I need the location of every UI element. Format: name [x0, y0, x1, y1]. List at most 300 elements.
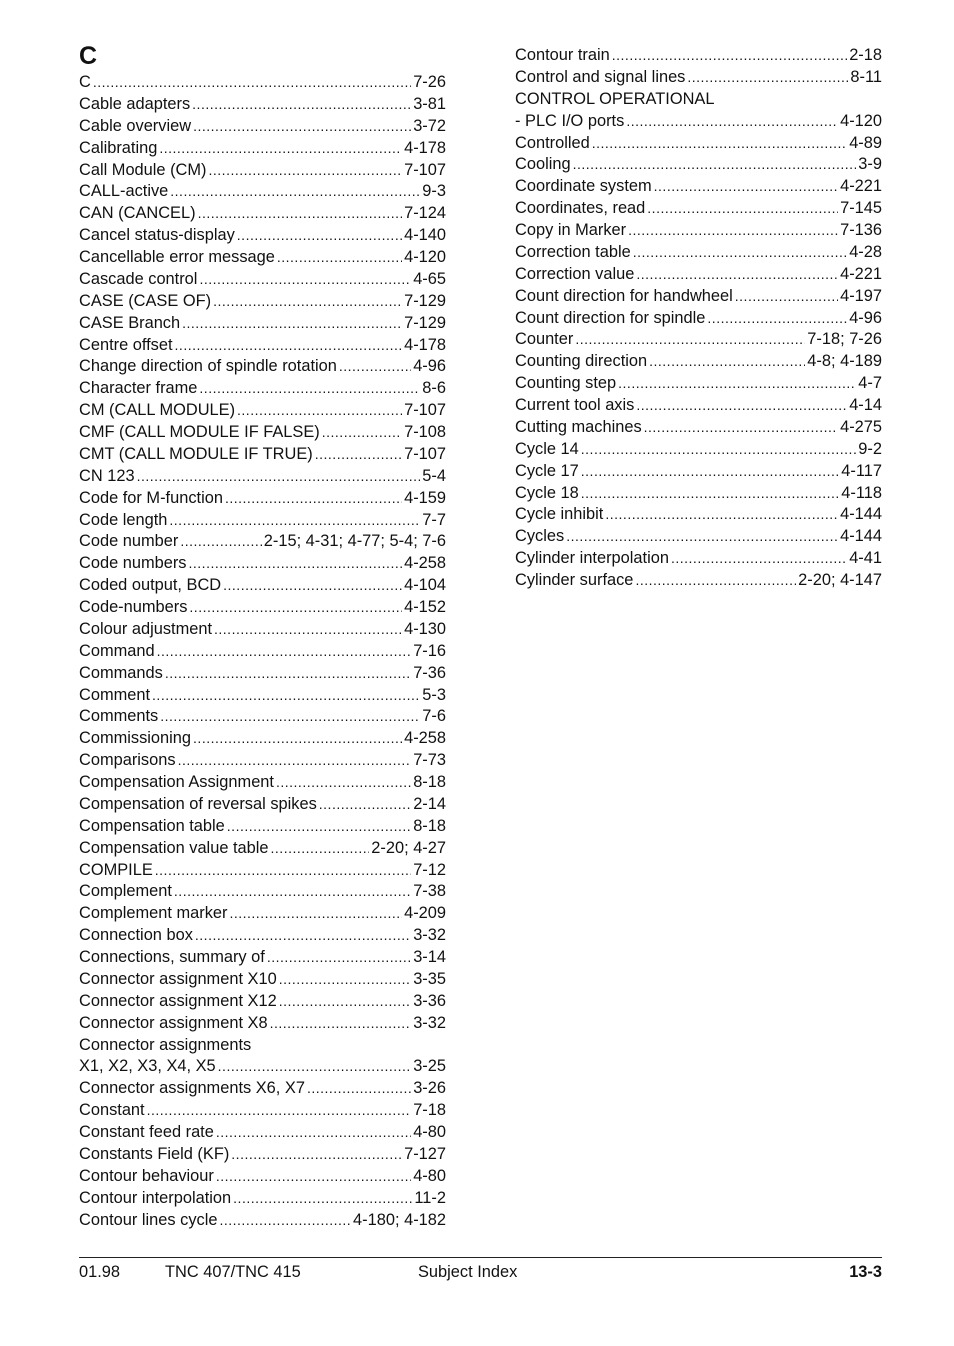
- index-page-ref: 8-6: [422, 379, 446, 398]
- index-term: CALL-active: [79, 182, 169, 201]
- index-page-ref: 3-25: [413, 1057, 446, 1076]
- index-term: Cycle 17: [515, 461, 579, 480]
- index-entry: [79, 641, 446, 663]
- index-term: CAN (CANCEL): [79, 204, 196, 223]
- dot-leader: [152, 685, 420, 707]
- index-page-ref: 7-6: [422, 707, 446, 726]
- index-entry: [79, 510, 446, 532]
- dot-leader: [216, 1166, 411, 1188]
- index-page-ref: 4-80: [413, 1166, 446, 1185]
- index-entry: [79, 138, 446, 160]
- index-term: Code for M-function: [79, 488, 223, 507]
- dot-leader: [687, 67, 848, 89]
- index-entry: [515, 461, 882, 483]
- index-term: Copy in Marker: [515, 221, 627, 239]
- index-entry: [79, 378, 446, 400]
- index-page-ref: 4-41: [849, 549, 882, 568]
- index-term: Character frame: [79, 379, 198, 398]
- footer-date: 01.98: [79, 1263, 121, 1281]
- index-entry: [79, 903, 446, 925]
- dot-leader: [566, 526, 838, 548]
- index-page-ref: 7-18: [413, 1101, 446, 1120]
- index-page-ref: 7-129: [404, 291, 446, 310]
- index-term: Cylinder surface: [515, 571, 634, 589]
- index-entry: [79, 116, 446, 138]
- index-page-ref: 4-275: [840, 417, 882, 436]
- index-page-ref: 4-144: [840, 527, 882, 546]
- dot-leader: [199, 269, 411, 291]
- dot-leader: [647, 198, 838, 220]
- dot-leader: [636, 395, 847, 417]
- index-term: Contour train: [515, 46, 610, 64]
- index-term: Commissioning: [79, 729, 192, 748]
- dot-leader: [605, 504, 838, 526]
- index-term: Cable overview: [79, 116, 192, 135]
- index-page-ref: 4-65: [413, 269, 446, 288]
- index-entry: [79, 1188, 446, 1210]
- index-entry: [515, 198, 882, 220]
- index-entry: [79, 1166, 446, 1188]
- index-page-ref: 2-15; 4-31; 4-77; 5-4; 7-6: [263, 532, 446, 551]
- dot-leader: [209, 160, 403, 182]
- index-entry: [79, 969, 446, 991]
- dot-leader: [319, 794, 411, 816]
- index-term: Cycle 18: [515, 483, 579, 502]
- index-page-ref: 4-104: [404, 576, 446, 595]
- index-term: Count direction for spindle: [515, 308, 706, 327]
- index-term: CASE (CASE OF): [79, 291, 212, 310]
- dot-leader: [227, 816, 411, 838]
- index-entry: [79, 1122, 446, 1144]
- dot-leader: [581, 439, 857, 461]
- index-entry: [79, 597, 446, 619]
- index-entry: [79, 1210, 446, 1232]
- dot-leader: [157, 641, 412, 663]
- dot-leader: [635, 570, 796, 592]
- dot-leader: [182, 313, 402, 335]
- index-entry: [79, 706, 446, 728]
- dot-leader: [307, 1078, 411, 1100]
- index-entry: [79, 1035, 446, 1057]
- index-page-ref: 4-159: [404, 488, 446, 507]
- dot-leader: [218, 1056, 412, 1078]
- index-entry: [515, 570, 882, 592]
- index-entry: [79, 1100, 446, 1122]
- index-term: Comment: [79, 685, 151, 704]
- index-entry: [79, 881, 446, 903]
- index-page-ref: 4-96: [849, 308, 882, 327]
- index-entry: [515, 308, 882, 330]
- index-entry: [515, 133, 882, 155]
- index-term: Connector assignments: [79, 1035, 252, 1054]
- index-term: Contour interpolation: [79, 1188, 232, 1207]
- index-column-left: [79, 72, 446, 1231]
- index-page-ref: 3-72: [413, 116, 446, 135]
- index-page-ref: 7-108: [404, 423, 446, 441]
- index-term: Control and signal lines: [515, 67, 686, 86]
- index-page-ref: 4-144: [840, 505, 882, 524]
- index-entry: [79, 925, 446, 947]
- index-entry: [79, 356, 446, 378]
- index-term: Code length: [79, 510, 168, 529]
- dot-leader: [267, 947, 411, 969]
- index-entry: [515, 45, 882, 67]
- dot-leader: [192, 94, 411, 116]
- dot-leader: [618, 373, 856, 395]
- index-page-ref: 4-28: [849, 242, 882, 261]
- index-entry: [515, 176, 882, 198]
- dot-leader: [279, 991, 411, 1013]
- index-entry: [79, 947, 446, 969]
- index-page-ref: 4-209: [404, 904, 446, 923]
- index-page-ref: 4-8; 4-189: [807, 352, 882, 371]
- index-term: Current tool axis: [515, 396, 635, 414]
- index-entry: [79, 991, 446, 1013]
- index-entry: [79, 181, 446, 203]
- index-page-ref: 4-7: [858, 374, 882, 393]
- dot-leader: [339, 356, 411, 378]
- index-entry: [79, 313, 446, 335]
- index-entry: [515, 89, 882, 111]
- dot-leader: [575, 329, 805, 351]
- index-entry: [79, 1056, 446, 1078]
- index-term: CMT (CALL MODULE IF TRUE): [79, 444, 313, 463]
- dot-leader: [628, 220, 838, 242]
- index-page-ref: 7-127: [404, 1144, 446, 1163]
- index-term: Connector assignment X8: [79, 1013, 268, 1032]
- index-page-ref: 9-2: [858, 439, 882, 458]
- index-entry: [515, 439, 882, 461]
- dot-leader: [169, 510, 420, 532]
- index-page-ref: 4-96: [413, 357, 446, 376]
- index-entry: [515, 286, 882, 308]
- index-page-ref: 3-26: [413, 1079, 446, 1098]
- dot-leader: [160, 706, 420, 728]
- dot-leader: [159, 138, 402, 160]
- dot-leader: [175, 335, 403, 357]
- dot-leader: [644, 417, 838, 439]
- index-term: Cascade control: [79, 269, 198, 288]
- index-page-ref: 3-14: [413, 948, 446, 966]
- dot-leader: [219, 1210, 351, 1232]
- dot-leader: [174, 881, 411, 903]
- index-page-ref: 3-81: [413, 94, 446, 113]
- index-term: Constant feed rate: [79, 1123, 214, 1141]
- index-page-ref: 4-140: [404, 226, 446, 245]
- dot-leader: [195, 925, 411, 947]
- index-page-ref: 3-36: [413, 991, 446, 1010]
- dot-leader: [315, 444, 402, 466]
- index-page-ref: 7-36: [413, 663, 446, 682]
- dot-leader: [573, 154, 857, 176]
- index-term: C: [79, 73, 91, 91]
- dot-leader: [581, 461, 840, 483]
- index-entry: [515, 67, 882, 89]
- dot-leader: [636, 264, 838, 286]
- index-page-ref: 4-152: [404, 598, 446, 616]
- index-entry: [79, 619, 446, 641]
- index-term: Centre offset: [79, 335, 173, 354]
- index-term: Cycle 14: [515, 439, 579, 458]
- dot-leader: [237, 225, 402, 247]
- index-term: Connector assignment X10: [79, 969, 277, 988]
- dot-leader: [213, 291, 402, 313]
- dot-leader: [592, 133, 847, 155]
- index-entry: [79, 816, 446, 838]
- dot-leader: [193, 116, 411, 138]
- index-term: Counting direction: [515, 352, 648, 371]
- index-page-ref: 3-35: [413, 969, 446, 988]
- index-entry: [515, 154, 882, 176]
- dot-leader: [233, 1188, 412, 1210]
- index-page-ref: 4-221: [840, 177, 882, 196]
- index-term: Contour lines cycle: [79, 1210, 218, 1229]
- index-page-ref: 3-32: [413, 926, 446, 945]
- index-page-ref: 4-178: [404, 335, 446, 354]
- index-term: Commands: [79, 663, 163, 682]
- index-entry: [79, 1013, 446, 1035]
- index-page-ref: 7-16: [413, 641, 446, 660]
- index-term: Colour adjustment: [79, 619, 213, 638]
- index-term: Compensation of reversal spikes: [79, 794, 317, 813]
- index-term: Connector assignments X6, X7: [79, 1079, 305, 1098]
- index-page-ref: 7-38: [413, 882, 446, 901]
- index-entry: [79, 575, 446, 597]
- index-term: Cooling: [515, 155, 571, 174]
- index-term: Compensation Assignment: [79, 773, 274, 791]
- index-entry: [515, 395, 882, 417]
- index-term: Change direction of spindle rotation: [79, 357, 337, 376]
- index-entry: [79, 269, 446, 291]
- dot-leader: [271, 838, 370, 860]
- index-page-ref: 9-3: [422, 182, 446, 201]
- dot-leader: [276, 772, 411, 794]
- dot-leader: [216, 1122, 411, 1144]
- index-entry: [79, 1078, 446, 1100]
- index-term: Compensation value table: [79, 838, 269, 857]
- index-page-ref: 7-136: [840, 221, 882, 239]
- footer-section: Subject Index: [418, 1263, 518, 1281]
- index-page-ref: 4-258: [404, 554, 446, 573]
- index-page-ref: 2-18: [849, 46, 882, 64]
- index-term: Counting step: [515, 374, 617, 393]
- index-page-ref: 7-129: [404, 313, 446, 332]
- dot-leader: [170, 181, 420, 203]
- index-page-ref: 2-14: [413, 794, 446, 813]
- index-term: Command: [79, 641, 155, 660]
- index-entry: [79, 838, 446, 860]
- index-entry: [79, 203, 446, 225]
- index-page-ref: 4-178: [404, 138, 446, 157]
- index-term: Cable adapters: [79, 94, 191, 113]
- index-entry: [79, 291, 446, 313]
- index-term: Cancel status-display: [79, 226, 235, 245]
- index-entry: [79, 772, 446, 794]
- index-term: X1, X2, X3, X4, X5: [79, 1057, 216, 1076]
- dot-leader: [189, 553, 403, 575]
- index-term: Connector assignment X12: [79, 991, 277, 1010]
- index-page-ref: 4-120: [404, 248, 446, 266]
- index-page-ref: 2-20; 4-27: [371, 838, 446, 857]
- index-page-ref: 7-73: [413, 751, 446, 770]
- index-page-ref: 7-18; 7-26: [807, 330, 882, 349]
- index-page-ref: 11-2: [414, 1188, 446, 1207]
- index-entry: [515, 329, 882, 351]
- index-term: Constants Field (KF): [79, 1144, 230, 1163]
- index-page-ref: 4-89: [849, 133, 882, 152]
- index-column-right: [515, 45, 882, 592]
- index-entry: [79, 531, 446, 553]
- dot-leader: [626, 111, 838, 133]
- index-entry: [79, 1144, 446, 1166]
- index-page-ref: 7-145: [840, 199, 882, 218]
- index-page-ref: 7-12: [413, 860, 446, 879]
- index-page-ref: 4-118: [841, 483, 882, 502]
- index-page-ref: 4-117: [841, 461, 882, 480]
- index-entry: [79, 247, 446, 269]
- dot-leader: [229, 903, 402, 925]
- index-entry: [79, 860, 446, 882]
- footer-page-number: 13-3: [849, 1263, 882, 1281]
- dot-leader: [198, 203, 403, 225]
- index-term: Count direction for handwheel: [515, 286, 733, 305]
- index-term: Comparisons: [79, 751, 176, 770]
- index-page-ref: 4-14: [849, 396, 882, 414]
- dot-leader: [147, 1100, 412, 1122]
- footer-divider: [79, 1257, 882, 1258]
- index-page-ref: 3-32: [413, 1013, 446, 1032]
- dot-leader: [612, 45, 847, 67]
- dot-leader: [231, 1144, 402, 1166]
- index-entry: [79, 488, 446, 510]
- dot-leader: [93, 72, 411, 94]
- index-term: Correction table: [515, 242, 631, 261]
- index-entry: [79, 335, 446, 357]
- index-entry: [79, 663, 446, 685]
- index-term: Cancellable error message: [79, 248, 275, 266]
- index-entry: [79, 225, 446, 247]
- index-page-ref: 3-9: [858, 155, 882, 174]
- dot-leader: [649, 351, 805, 373]
- index-page-ref: 8-11: [850, 67, 882, 86]
- dot-leader: [237, 400, 402, 422]
- index-term: Coordinates, read: [515, 199, 646, 218]
- index-term: Counter: [515, 330, 574, 349]
- dot-leader: [225, 488, 402, 510]
- index-page-ref: 7-124: [404, 204, 446, 223]
- index-page-ref: 8-18: [413, 773, 446, 791]
- dot-leader: [223, 575, 402, 597]
- index-term: Correction value: [515, 264, 635, 283]
- section-letter: C: [79, 42, 98, 70]
- index-term: Code number: [79, 532, 179, 551]
- index-term: Cutting machines: [515, 417, 642, 436]
- index-page-ref: 5-3: [422, 685, 446, 704]
- index-page-ref: 4-258: [404, 729, 446, 748]
- index-entry: [79, 553, 446, 575]
- index-term: Call Module (CM): [79, 160, 207, 179]
- index-term: Connection box: [79, 926, 193, 945]
- index-entry: [79, 750, 446, 772]
- index-entry: [79, 94, 446, 116]
- index-entry: [515, 417, 882, 439]
- index-page-ref: 7-26: [413, 73, 446, 91]
- dot-leader: [671, 548, 847, 570]
- index-entry: [515, 483, 882, 505]
- index-term: CMF (CALL MODULE IF FALSE): [79, 423, 320, 441]
- footer-model: TNC 407/TNC 415: [165, 1263, 301, 1281]
- index-term: Connections, summary of: [79, 948, 265, 966]
- index-term: Code-numbers: [79, 598, 188, 616]
- index-entry: [515, 111, 882, 133]
- dot-leader: [193, 728, 402, 750]
- index-page-ref: 4-80: [413, 1123, 446, 1141]
- index-entry: [79, 728, 446, 750]
- dot-leader: [707, 308, 847, 330]
- index-term: CONTROL OPERATIONAL: [515, 89, 715, 108]
- index-term: Controlled: [515, 133, 590, 152]
- index-term: Code numbers: [79, 554, 187, 573]
- index-page-ref: 7-107: [404, 401, 446, 420]
- dot-leader: [322, 422, 402, 444]
- index-term: CM (CALL MODULE): [79, 401, 236, 420]
- index-term: Complement marker: [79, 904, 228, 923]
- index-term: COMPILE: [79, 860, 153, 879]
- dot-leader: [165, 663, 411, 685]
- index-term: Complement: [79, 882, 172, 901]
- index-entry: [79, 160, 446, 182]
- index-term: CASE Branch: [79, 313, 181, 332]
- index-entry: [79, 685, 446, 707]
- index-term: Contour behaviour: [79, 1166, 214, 1185]
- index-page-ref: 4-221: [840, 264, 882, 283]
- index-term: Cylinder interpolation: [515, 549, 669, 568]
- index-entry: [515, 373, 882, 395]
- index-entry: [79, 422, 446, 444]
- index-term: Compensation table: [79, 816, 225, 835]
- dot-leader: [277, 247, 402, 269]
- dot-leader: [178, 750, 412, 772]
- index-entry: [79, 400, 446, 422]
- index-term: Comments: [79, 707, 159, 726]
- dot-leader: [633, 242, 847, 264]
- index-page-ref: 4-180; 4-182: [353, 1210, 446, 1229]
- index-page-ref: 4-120: [840, 111, 882, 130]
- dot-leader: [279, 969, 411, 991]
- index-entry: [515, 220, 882, 242]
- index-entry: [515, 264, 882, 286]
- index-page-ref: 4-130: [404, 619, 446, 638]
- index-term: Coded output, BCD: [79, 576, 222, 595]
- index-page-ref: 4-197: [840, 286, 882, 305]
- index-page-ref: 7-7: [422, 510, 446, 529]
- index-term: Cycles: [515, 527, 565, 546]
- index-entry: [515, 526, 882, 548]
- dot-leader: [155, 860, 411, 882]
- dot-leader: [270, 1013, 412, 1035]
- index-page-ref: 7-107: [404, 160, 446, 179]
- dot-leader: [735, 286, 838, 308]
- index-page-ref: 8-18: [413, 816, 446, 835]
- index-term: Constant: [79, 1101, 145, 1120]
- index-entry: [515, 504, 882, 526]
- index-page-ref: 7-107: [404, 444, 446, 463]
- index-entry: [515, 548, 882, 570]
- index-term: Cycle inhibit: [515, 505, 604, 524]
- dot-leader: [189, 597, 402, 619]
- dot-leader: [199, 378, 420, 400]
- dot-leader: [180, 531, 261, 553]
